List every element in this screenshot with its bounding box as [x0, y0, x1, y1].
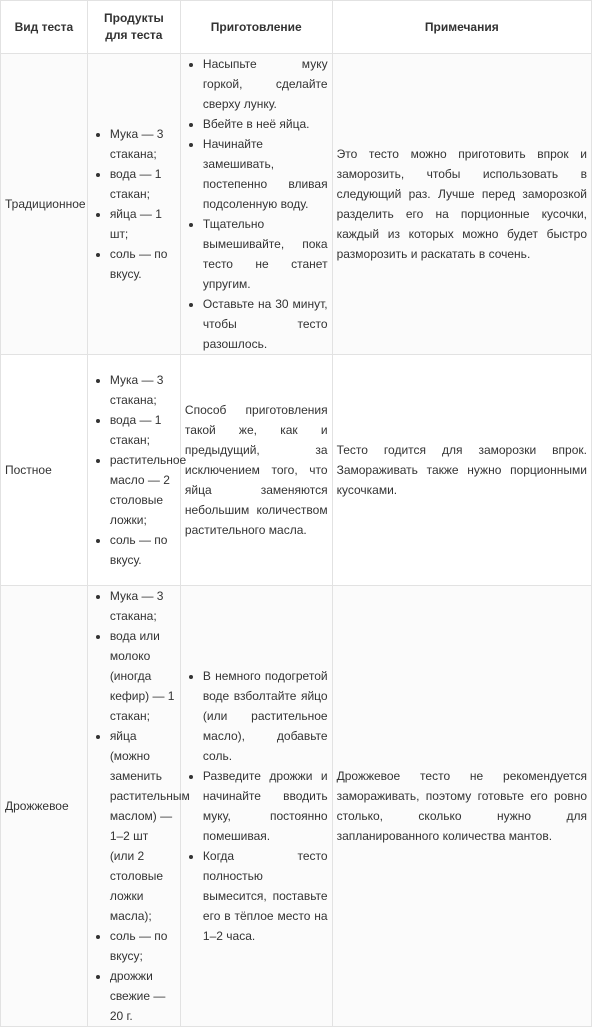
ingredient-item: • вода — 1 стакан;: [110, 410, 176, 450]
ingredient-item: • яйца (можно заменить растительным маслом) — 1–2 шт (или 2 столовые ложки масла);: [110, 726, 176, 926]
notes-cell: Тесто годится для заморозки впрок. Замораживать также нужно порционными кусочками.: [332, 355, 591, 586]
ingredient-item: • Мука — 3 стакана;: [110, 586, 176, 626]
ingredient-item: • вода или молоко (иногда кефир) — 1 стакан;: [110, 626, 176, 726]
dough-type: Постное: [1, 355, 88, 586]
ingredient-item: • яйца — 1 шт;: [110, 204, 176, 244]
ingredient-item: • Мука — 3 стакана;: [110, 124, 176, 164]
preparation-cell: [180, 586, 332, 1027]
preparation-cell: [180, 355, 332, 586]
preparation-list: [185, 54, 328, 354]
ingredients-cell: [87, 54, 180, 355]
preparation-cell: [180, 54, 332, 355]
table-header-row: [1, 1, 592, 54]
preparation-step: • В немного подогретой воде взболтайте яйцо (или растительное масло), добавьте соль.: [203, 666, 328, 766]
table-row: [1, 355, 592, 586]
preparation-step: • Оставьте на 30 минут, чтобы тесто разошлось.: [203, 294, 328, 354]
table-row: [1, 54, 592, 355]
ingredient-item: • вода — 1 стакан;: [110, 164, 176, 204]
dough-type: Дрожжевое: [1, 586, 88, 1027]
dough-type: Традиционное: [1, 54, 88, 355]
header-type: Вид теста: [1, 1, 88, 54]
header-ingredients: Продукты для теста: [87, 1, 180, 54]
ingredient-item: • соль — по вкусу;: [110, 926, 176, 966]
ingredient-item: • Мука — 3 стакана;: [110, 370, 176, 410]
ingredient-item: • соль — по вкусу.: [110, 530, 176, 570]
notes-cell: Это тесто можно приготовить впрок и заморозить, чтобы использовать в следующий раз. Лучше перед заморозкой разделить его на порционные кусочки, каждый из которых можно будет быстро разморозить и раскатать в сочень.: [332, 54, 591, 355]
ingredients-list: [92, 370, 187, 570]
preparation-step: • Начинайте замешивать, постепенно вливая подсоленную воду.: [203, 134, 328, 214]
preparation-step: • Тщательно вымешивайте, пока тесто не станет упругим.: [203, 214, 328, 294]
table-row: [1, 586, 592, 1027]
ingredient-item: • соль — по вкусу.: [110, 244, 176, 284]
preparation-step: • Вбейте в неё яйца.: [203, 114, 328, 134]
preparation-step: • Разведите дрожжи и начинайте вводить муку, постоянно помешивая.: [203, 766, 328, 846]
preparation-step: • Когда тесто полностью вымесится, поставьте его в тёплое место на 1–2 часа.: [203, 846, 328, 946]
preparation-list: [185, 666, 328, 946]
notes-cell: Дрожжевое тесто не рекомендуется замораживать, поэтому готовьте его ровно столько, сколько нужно для запланированного количества мантов.: [332, 586, 591, 1027]
ingredient-item: • растительное масло — 2 столовые ложки;: [110, 450, 176, 530]
preparation-step: • Насыпьте муку горкой, сделайте сверху лунку.: [203, 54, 328, 114]
header-preparation: Приготовление: [180, 1, 332, 54]
ingredient-item: • дрожжи свежие — 20 г.: [110, 966, 176, 1026]
header-notes: Примечания: [332, 1, 591, 54]
ingredients-list: [92, 586, 190, 1026]
ingredients-cell: [87, 586, 190, 1027]
ingredients-cell: [87, 355, 187, 586]
preparation-text: Способ приготовления такой же, как и предыдущий, за исключением того, что яйца заменяются небольшим количеством растительного масла.: [184, 403, 328, 537]
ingredients-list: [92, 124, 176, 284]
